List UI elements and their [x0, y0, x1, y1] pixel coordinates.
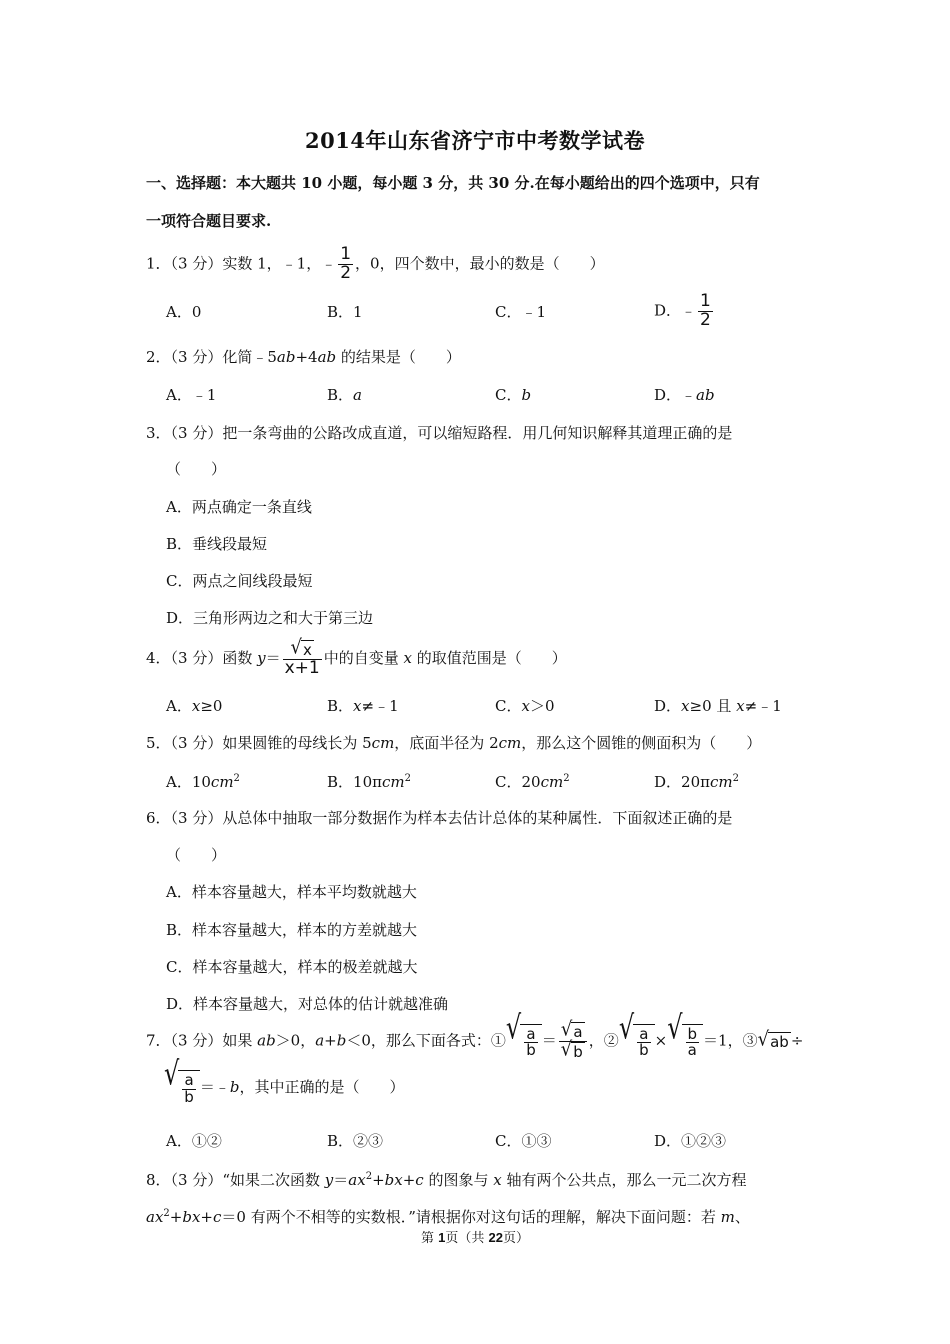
- q7-circle-3: ③: [742, 1031, 758, 1050]
- q7-eq: ＝: [541, 1031, 557, 1050]
- q7-option-a: A．①②: [166, 1132, 222, 1150]
- q5-optd-unit: cm: [709, 773, 733, 791]
- q3-option-a: A．两点确定一条直线: [166, 498, 312, 516]
- sqrt-sign-icon: √: [757, 1028, 770, 1052]
- q7-frac-2: [559, 1017, 587, 1061]
- question-7-line1: [146, 1008, 804, 1061]
- q4-optc-var: x: [521, 697, 530, 715]
- q2-optd-var: ab: [696, 386, 715, 404]
- q7-option-d: D．①②③: [654, 1132, 727, 1150]
- q8-l2-a: +: [169, 1208, 183, 1226]
- q2-var2: ab: [317, 348, 337, 366]
- q1-option-a: A．0: [166, 303, 202, 321]
- q3-option-d: D．三角形两边之和大于第三边: [166, 609, 374, 627]
- q7-var-b: b: [336, 1031, 347, 1050]
- q1-suffix: ，0，四个数中，最小的数是（ ）: [355, 254, 605, 273]
- q7-circle-1: ①: [490, 1031, 506, 1050]
- q7-sqrt-a-body: a: [573, 1023, 583, 1041]
- question-4: [146, 635, 567, 679]
- q8-l1-e: 的图象与: [423, 1171, 494, 1189]
- q4-optd-label: D．: [654, 697, 682, 715]
- footer-total-pages: 22: [488, 1230, 503, 1245]
- q7-sqrt-a-over-b: [505, 1008, 542, 1060]
- q7-sqrt-b: [560, 1037, 585, 1061]
- q3-option-b: B．垂线段最短: [166, 535, 268, 553]
- q7-sqrt-b-over-a: [667, 1008, 703, 1060]
- q7-comma: ，: [588, 1031, 604, 1050]
- section-heading-line2: 一项符合题目要求.: [146, 212, 272, 230]
- q7-option-c: C．①③: [495, 1132, 552, 1150]
- q7-text-b: ＞0，: [275, 1031, 316, 1050]
- q8-x: x: [493, 1171, 502, 1189]
- q3-option-c: C．两点之间线段最短: [166, 572, 313, 590]
- sqrt-sign-icon: √: [560, 1037, 573, 1061]
- q8-l2-b: +: [200, 1208, 213, 1226]
- q4-suffix-a: 中的自变量: [323, 649, 404, 668]
- q2-option-a: A．﹣1: [166, 386, 217, 404]
- q7-div: ÷: [790, 1031, 804, 1050]
- q8-l2-ax: ax: [146, 1208, 164, 1226]
- footer-c: 页）: [502, 1231, 529, 1246]
- footer-page-number: 1: [438, 1230, 446, 1245]
- q1-fraction: [338, 246, 353, 283]
- q4-option-c: [495, 699, 555, 714]
- q7-line2-c: ，其中正确的是（ ）: [239, 1077, 405, 1096]
- page-footer: [0, 1231, 950, 1245]
- question-1: [146, 246, 605, 283]
- q7-frac5-den: b: [184, 1087, 194, 1106]
- q7-times: ×: [654, 1031, 668, 1050]
- footer-b: 页（共: [445, 1231, 489, 1246]
- q5-text-b: ，底面半径为 2: [394, 734, 499, 752]
- q8-c: c: [415, 1171, 424, 1189]
- q7-line2-b: b: [229, 1077, 240, 1096]
- q6-option-b: B．样本容量越大，样本的方差就越大: [166, 921, 418, 939]
- question-2: [146, 350, 461, 365]
- q7-plus: +: [324, 1031, 337, 1050]
- page-title: 2014年山东省济宁市中考数学试卷: [305, 128, 645, 153]
- q7-text-c: ＜0，那么下面各式：: [346, 1031, 491, 1050]
- question-5: [146, 736, 761, 751]
- q7-option-b: B．②③: [327, 1132, 384, 1150]
- q8-sup: 2: [365, 1171, 373, 1182]
- q7-frac3-den: b: [639, 1041, 649, 1060]
- q4-opta-label: A．: [166, 697, 192, 715]
- q7-circle-2: ②: [603, 1031, 619, 1050]
- q1-prefix: 1．（3 分）实数 1，﹣1，﹣: [146, 254, 337, 273]
- q8-l1-a: 8．（3 分）“如果二次函数: [146, 1171, 325, 1189]
- q7-frac1-num: a: [526, 1024, 536, 1043]
- q8-m: m: [720, 1208, 735, 1226]
- q7-sqrt-a-over-b-3: [164, 1054, 200, 1106]
- q8-l1-c: +: [372, 1171, 385, 1189]
- question-6-line2: （ ）: [166, 846, 227, 864]
- q7-var-ab: ab: [257, 1031, 276, 1050]
- q1-option-c: C．﹣1: [495, 303, 547, 321]
- q5-option-a: [166, 774, 240, 790]
- sqrt-sign-icon: √: [560, 1017, 573, 1042]
- q5-text-c: ，那么这个圆锥的侧面积为（ ）: [521, 734, 762, 752]
- q4-opta-var: x: [191, 697, 201, 715]
- q2-text-a: 2．（3 分）化简﹣5: [146, 348, 277, 366]
- q7-eq1: ＝1，: [703, 1031, 743, 1050]
- q7-sqrt-ab: [757, 1028, 791, 1052]
- q4-optb-var: x: [353, 697, 362, 715]
- q4-optd-rel: ≠﹣1: [744, 697, 782, 715]
- q4-optb-label: B．: [327, 697, 354, 715]
- q5-text-a: 5．（3 分）如果圆锥的母线长为 5: [146, 734, 372, 752]
- q5-optb-sup: 2: [404, 773, 411, 784]
- q4-option-d: [654, 699, 782, 714]
- q4-optd-var: x: [681, 697, 690, 715]
- q8-l2-sup: 2: [163, 1208, 170, 1219]
- q7-frac3-num: a: [639, 1024, 649, 1043]
- q7-frac2-den: [559, 1037, 587, 1061]
- q4-opta-rel: ≥0: [200, 697, 223, 715]
- q7-frac-1: [524, 1024, 538, 1060]
- question-3-line1: 3．（3 分）把一条弯曲的公路改成直道，可以缩短路程．用几何知识解释其道理正确的是: [146, 424, 733, 442]
- q8-bx: bx: [384, 1171, 403, 1189]
- q1-option-d: [654, 293, 715, 330]
- q4-y: y: [257, 649, 266, 668]
- sqrt-sign-icon: √: [290, 635, 302, 660]
- q2-option-d: [654, 388, 715, 403]
- q4-option-b: [327, 699, 399, 714]
- q5-unit2: cm: [498, 734, 522, 752]
- question-8-line1: [146, 1172, 747, 1188]
- q1-frac-num: 1: [340, 244, 352, 264]
- q5-optb-unit: cm: [381, 773, 405, 791]
- q8-l2-e: 、: [734, 1208, 750, 1226]
- q5-option-b: [327, 774, 411, 790]
- q7-var-a: a: [315, 1031, 325, 1050]
- q5-optd-sup: 2: [732, 773, 739, 784]
- q5-opta-label: A．10: [166, 773, 211, 791]
- q1-option-d-label: D．﹣: [654, 301, 697, 320]
- question-6-line1: 6．（3 分）从总体中抽取一部分数据作为样本去估计总体的某种属性．下面叙述正确的是: [146, 809, 733, 827]
- question-8-line2: [146, 1209, 750, 1225]
- sqrt-sign-icon: √: [164, 1054, 180, 1093]
- q7-frac-4: [686, 1024, 700, 1060]
- q5-optc-unit: cm: [540, 773, 564, 791]
- q7-text-a: 7．（3 分）如果: [146, 1031, 258, 1050]
- q7-sqrt-body-3: [682, 1024, 704, 1060]
- q8-l2-bx: bx: [182, 1208, 201, 1226]
- q5-optc-label: C．20: [495, 773, 541, 791]
- q2-optc-var: b: [521, 386, 532, 404]
- q4-option-a: [166, 699, 222, 714]
- question-7-line2: [164, 1054, 405, 1106]
- q7-frac5-num: a: [184, 1071, 194, 1089]
- q1-option-d-fraction: [698, 293, 713, 330]
- q4-eq: ＝: [265, 649, 281, 668]
- q7-frac-3: [637, 1024, 651, 1060]
- q4-optc-rel: ＞0: [529, 697, 555, 715]
- q5-option-d: [654, 774, 739, 790]
- q7-sqrt-body-1: [520, 1024, 542, 1060]
- q4-sqrt: [290, 635, 314, 660]
- q8-y: y: [324, 1171, 334, 1189]
- q7-sqrt-ab-body: ab: [770, 1033, 789, 1052]
- q8-l1-f: 轴有两个公共点，那么一元二次方程: [501, 1171, 747, 1189]
- q6-option-d: D．样本容量越大，对总体的估计就越准确: [166, 995, 449, 1013]
- q4-optb-rel: ≠﹣1: [361, 697, 399, 715]
- q6-option-c: C．样本容量越大，样本的极差就越大: [166, 958, 418, 976]
- q4-sqrt-body: x: [302, 641, 312, 659]
- q4-optc-label: C．: [495, 697, 522, 715]
- q5-option-c: [495, 774, 570, 790]
- q7-sqrt-b-body: b: [573, 1042, 583, 1061]
- section-heading-line1: 一、选择题：本大题共 10 小题，每小题 3 分，共 30 分.在每小题给出的四个选项中，只有: [146, 174, 760, 192]
- footer-a: 第: [421, 1231, 439, 1246]
- q1-frac-den: 2: [340, 262, 352, 283]
- q6-option-a: A．样本容量越大，样本平均数就越大: [166, 883, 417, 901]
- q2-text-b: +4: [295, 348, 318, 366]
- q2-optd-label: D．﹣: [654, 386, 697, 404]
- q8-ax: ax: [348, 1171, 366, 1189]
- question-3-line2: （ ）: [166, 460, 227, 478]
- q1-optd-den: 2: [700, 309, 711, 330]
- q2-option-c: [495, 388, 531, 403]
- q7-sqrt-body-2: [633, 1024, 655, 1060]
- q2-optb-var: a: [353, 386, 362, 404]
- q5-optb-label: B．10π: [327, 773, 382, 791]
- sqrt-sign-icon: √: [505, 1008, 522, 1047]
- q5-opta-sup: 2: [233, 773, 240, 784]
- q5-optd-label: D．20π: [654, 773, 710, 791]
- q1-option-b: B．1: [327, 303, 363, 321]
- q7-line2-a: ＝﹣: [199, 1077, 230, 1096]
- q4-optd-mid: ≥0 且: [689, 697, 737, 715]
- q5-optc-sup: 2: [563, 773, 570, 784]
- q7-frac4-den: a: [687, 1041, 697, 1060]
- q7-frac1-den: b: [526, 1041, 536, 1060]
- q7-sqrt-body-4: [178, 1070, 200, 1106]
- q4-fraction: [283, 635, 322, 679]
- sqrt-sign-icon: √: [618, 1008, 635, 1047]
- q8-l2-d: ＝0 有两个不相等的实数根．”请根据你对这句话的理解，解决下面问题：若: [221, 1208, 721, 1226]
- q4-x: x: [403, 649, 412, 668]
- q5-unit1: cm: [371, 734, 395, 752]
- q8-l1-d: +: [402, 1171, 416, 1189]
- q5-opta-unit: cm: [210, 773, 234, 791]
- q8-l1-b: ＝: [333, 1171, 349, 1189]
- sqrt-sign-icon: √: [667, 1008, 683, 1047]
- q1-optd-num: 1: [700, 291, 711, 311]
- q7-sqrt-a-over-b-2: [618, 1008, 655, 1060]
- q2-optb-label: B．: [327, 386, 354, 404]
- q8-l2-c: c: [213, 1208, 222, 1226]
- q7-frac4-num: b: [687, 1024, 698, 1043]
- q4-frac-num: [289, 635, 316, 660]
- q4-optd-var2: x: [736, 697, 745, 715]
- q2-var1: ab: [276, 348, 296, 366]
- q2-text-c: 的结果是（ ）: [336, 348, 461, 366]
- q4-suffix-b: 的取值范围是（ ）: [412, 649, 567, 668]
- q4-frac-den: x+1: [284, 658, 320, 679]
- q2-option-b: [327, 388, 362, 403]
- q7-frac-5: [182, 1073, 196, 1106]
- q4-prefix: 4．（3 分）函数: [146, 649, 258, 668]
- q2-optc-label: C．: [495, 386, 522, 404]
